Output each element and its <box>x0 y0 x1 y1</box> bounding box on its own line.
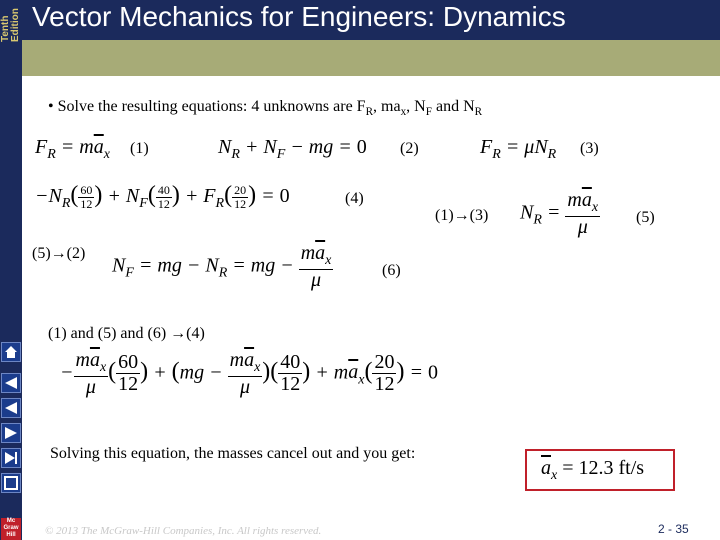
label-eq6: (6) <box>382 262 401 279</box>
label-sub13: (1)→(3) <box>435 207 489 224</box>
label-eq5: (5) <box>636 209 655 226</box>
copyright-footer: © 2013 The McGraw-Hill Companies, Inc. All rights reserved. <box>45 525 322 537</box>
page-title: Vector Mechanics for Engineers: Dynamics <box>32 1 566 32</box>
answer-value: = 12.3 ft/s <box>562 457 645 479</box>
page-number: 2 - 35 <box>658 522 689 536</box>
answer-box <box>525 449 675 491</box>
equation-3: $F_R = \mu N_R$ <box>480 136 557 162</box>
header-bar <box>22 0 720 40</box>
equation-2: $N_R + N_F$ − mg = 0 <box>218 136 367 162</box>
label-eq2: (2) <box>400 140 419 157</box>
first-slide-icon[interactable] <box>1 373 21 393</box>
label-sub52: (5)→(2) <box>32 245 86 262</box>
answer-equation: $\overline{a}_x = 12.3$ ft/s <box>541 457 645 483</box>
equation-combined: − $\frac{m\overline{a}_x}{\mu}$ ( $\frac{60}{12}$ ) + (mg − $\frac{m\overline{a}_x}{\mu}$ )( $\frac{40}{12}$ ) + $m\overline{a}_x$( $\frac{20}{12}$ ) = 0 <box>60 349 438 398</box>
subheader-bar <box>22 40 720 76</box>
equation-6: $N_F$ = mg − $N_R$ = mg − $\frac{m\overline{a}_x}{\mu}$ <box>112 242 332 291</box>
label-eq3: (3) <box>580 140 599 157</box>
label-eq4: (4) <box>345 190 364 207</box>
label-eq1: (1) <box>130 140 149 157</box>
exit-icon[interactable] <box>1 473 21 493</box>
bullet-text: • Solve the resulting equations: 4 unknowns are $F_R$, $ma_x$, $N_F$ and $N_R$ <box>48 98 483 119</box>
equation-4: $-N_R$( $\frac{60}{12}$ ) + $N_F$( $\frac{40}{12}$ ) + $F_R$( $\frac{20}{12}$ ) = 0 <box>35 182 290 211</box>
last-slide-icon[interactable] <box>1 448 21 468</box>
label-combine: (1) and (5) and (6) →(4) <box>48 325 205 342</box>
previous-icon[interactable] <box>1 398 21 418</box>
edition-label: Tenth Edition <box>0 8 21 42</box>
next-icon[interactable] <box>1 423 21 443</box>
equation-5: $N_R$ = $\frac{m\overline{a}_x}{\mu}$ <box>520 189 599 238</box>
solving-text: Solving this equation, the masses cancel out and you get: <box>50 445 416 462</box>
home-icon[interactable] <box>1 342 21 362</box>
publisher-logo: Mc Graw Hill <box>1 518 21 540</box>
equation-1: $F_R = m\overline{a}_x$ <box>35 136 110 162</box>
